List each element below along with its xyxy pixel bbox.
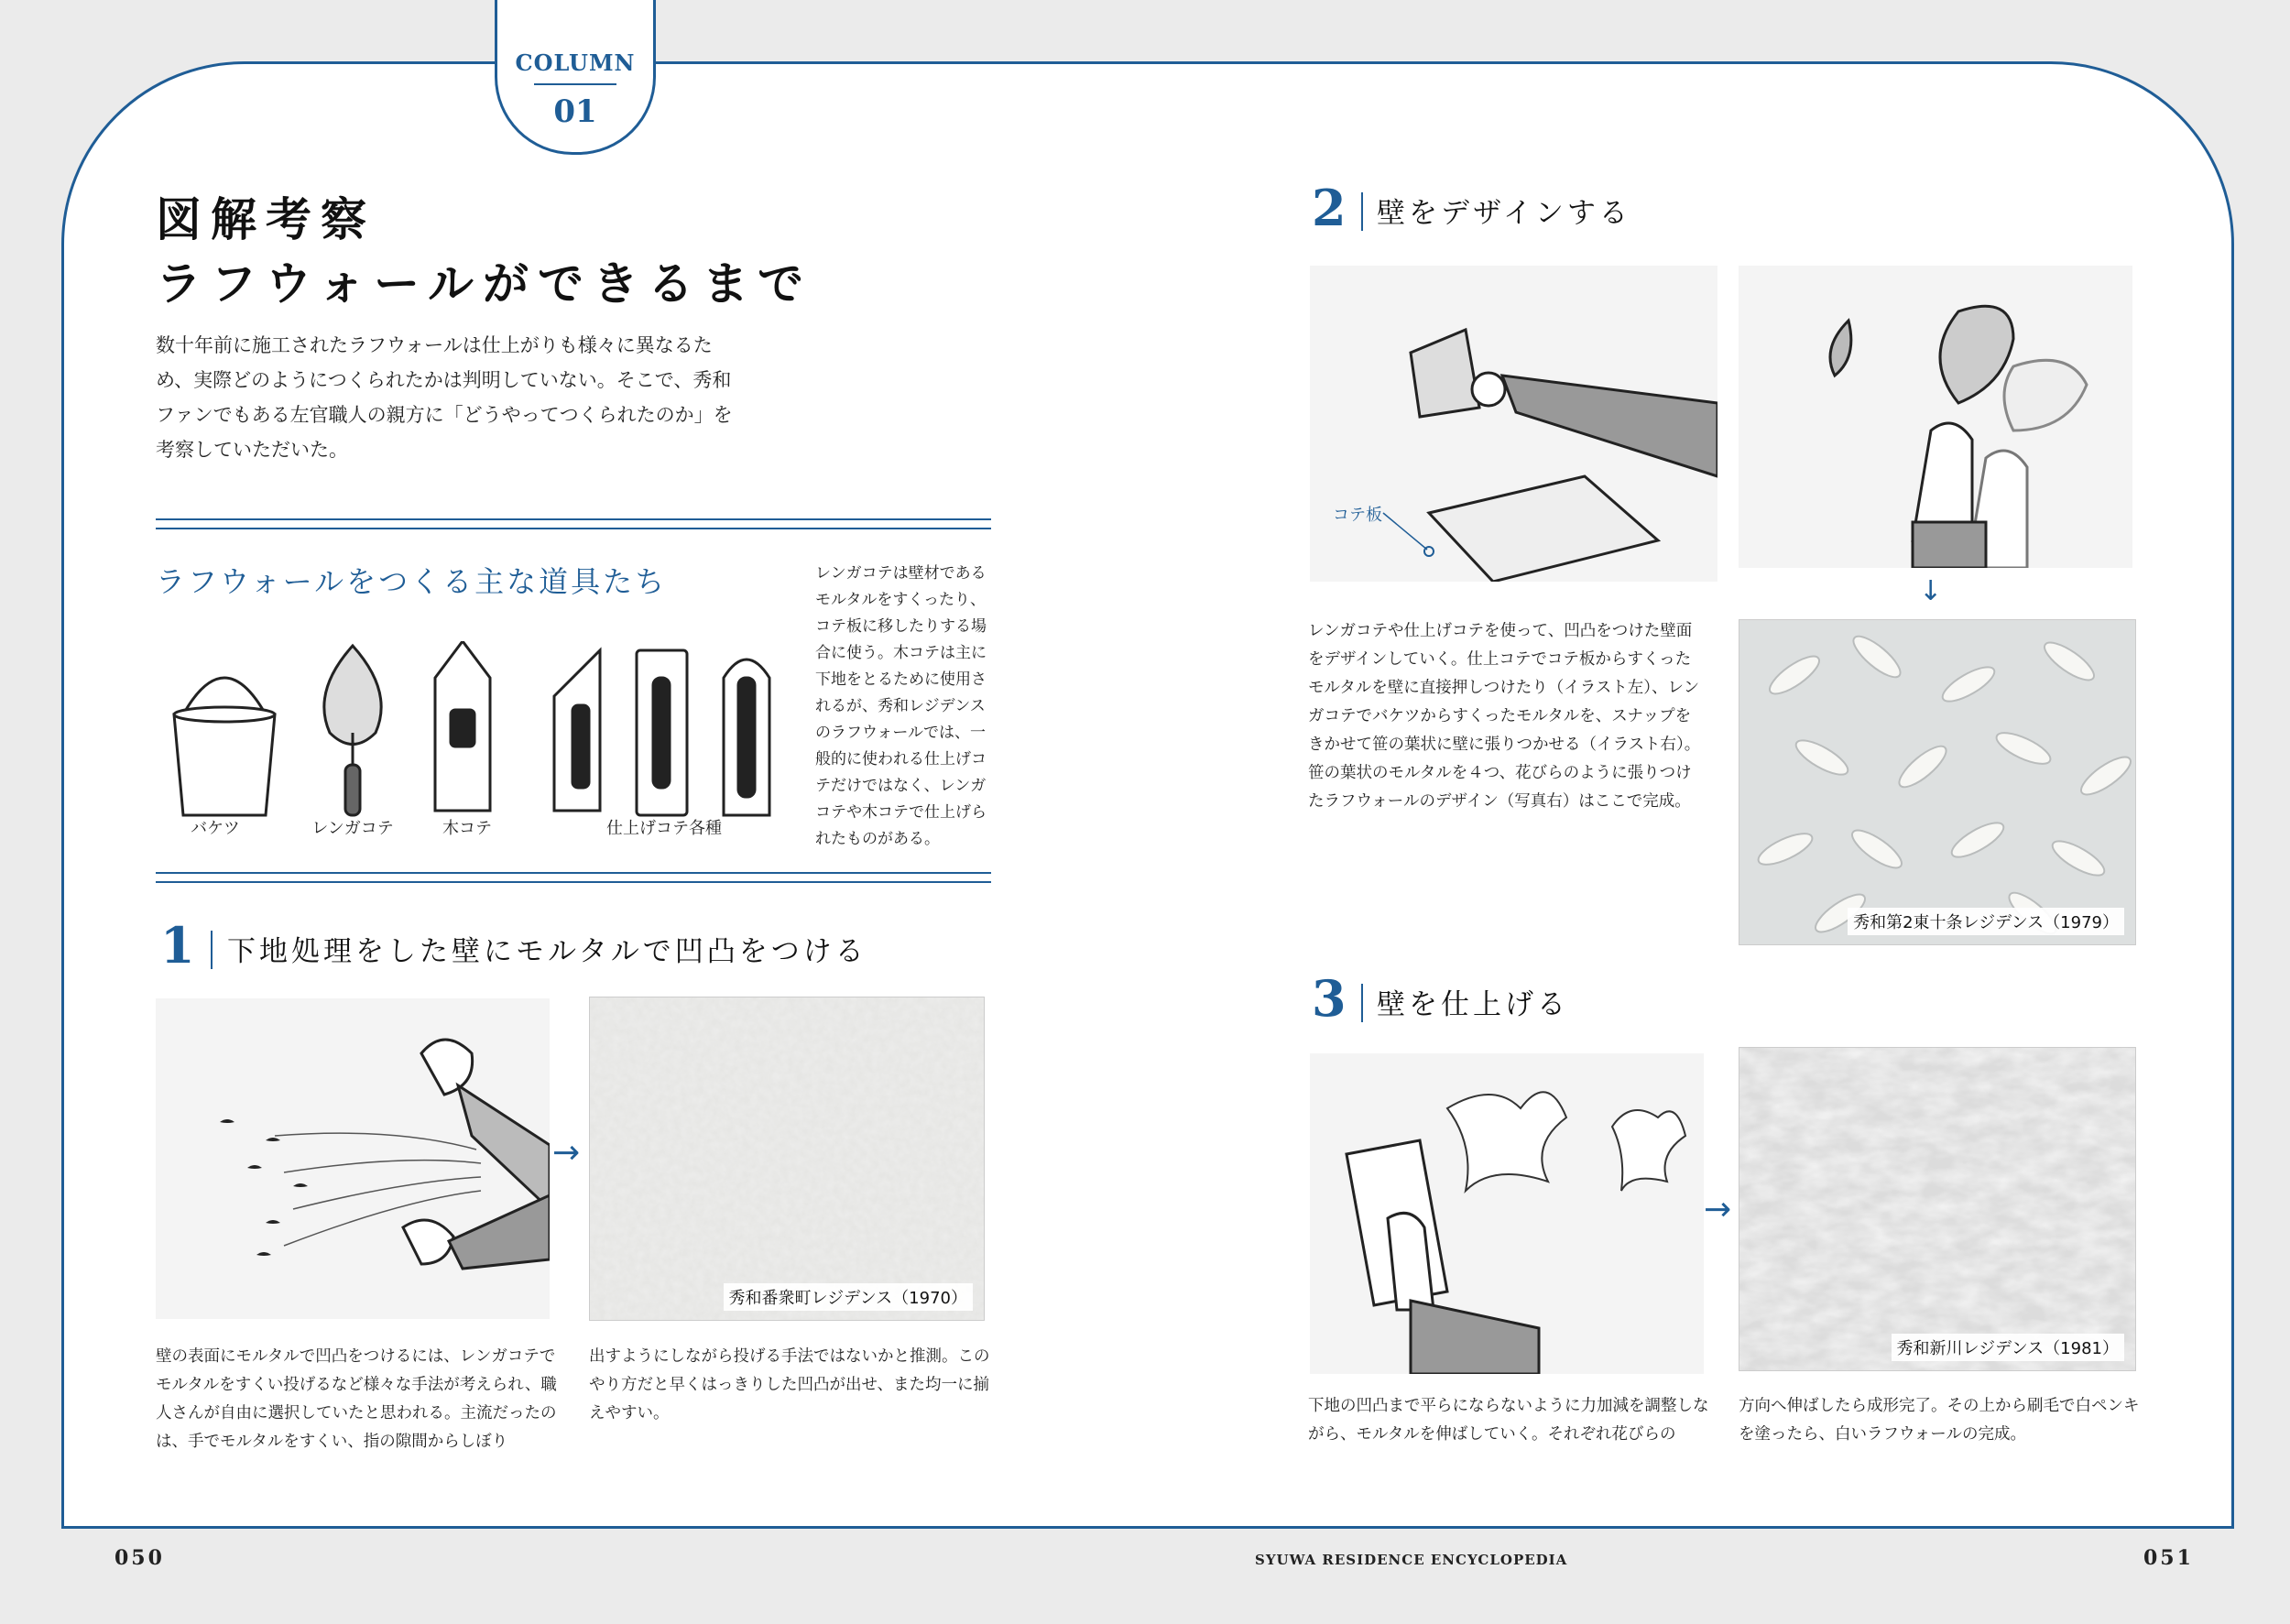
step1-illustration [156, 998, 550, 1319]
divider-bottom [156, 872, 991, 883]
tools-illustration [156, 641, 779, 824]
step3-heading: 壁を仕上げる [1377, 988, 1569, 1021]
step3-arrow: → [1704, 1191, 1732, 1228]
step3-text-a: 下地の凹凸まで平らにならないように力加減を調整しながら、モルタルを伸ばしていく。それぞれ花びらの [1308, 1397, 1709, 1444]
step2-illustration-right [1739, 266, 2132, 568]
step2-bar [1361, 192, 1363, 231]
step2-photo [1739, 619, 2136, 945]
column-tab [495, 0, 656, 155]
step1-heading: 下地処理をした壁にモルタルで凹凸をつける [227, 935, 867, 968]
tool-label-brick-trowel: レンガコテ [311, 819, 394, 838]
step1-caption: 秀和番衆町レジデンス（1970） [724, 1283, 973, 1311]
step1-photo [589, 997, 985, 1321]
finishing-trowels-illustration [554, 650, 769, 815]
tools-heading: ラフウォールをつくる主な道具たち [156, 564, 668, 599]
footer-title: SYUWA RESIDENCE ENCYCLOPEDIA [1255, 1552, 1568, 1568]
divider-top [156, 518, 991, 529]
tool-label-bucket: バケツ [191, 819, 240, 838]
step1-text-b: 出すようにしながら投げる手法ではないかと推測。このやり方だと早くはっきりした凹凸が出せ、また均一に揃えやすい。 [589, 1347, 990, 1422]
tool-label-finishing-trowels: 仕上げコテ各種 [606, 819, 722, 838]
step1-bar [211, 931, 213, 969]
step3-illustration [1310, 1053, 1704, 1374]
step1-arrow: → [552, 1134, 581, 1172]
wood-float-illustration [435, 641, 490, 811]
step2-caption: 秀和第2東十条レジデンス（1979） [1848, 908, 2124, 935]
column-label: COLUMN [515, 49, 636, 76]
page-title [156, 188, 812, 316]
step2-text: レンガコテや仕上げコテを使って、凹凸をつけた壁面をデザインしていく。仕上コテでコテ板からすくったモルタルを壁に直接押しつけたり（イラスト左）、レンガコテでバケツからすくったモルタルを、スナップをきかせて笹の葉状に壁に張りつかせる（イラスト右）。笹の葉状のモルタルを４つ、花びらのように張りつけたラフウォールのデザイン（写真右）はここで完成。 [1308, 622, 1701, 811]
footer-page-right: 051 [2143, 1546, 2194, 1570]
step2-photo-texture [1739, 620, 2135, 944]
step1-text-a: 壁の表面にモルタルで凹凸をつけるには、レンガコテでモルタルをすくい投げるなど様々な手法が考えられ、職人さんが自由に選択していたと思われる。主流だったのは、手でモルタルをすくい、指の隙間からしぼり [156, 1347, 557, 1451]
step3-number: 3 [1312, 969, 1347, 1028]
step2-illustration-left [1310, 266, 1718, 582]
step3-caption: 秀和新川レジデンス（1981） [1892, 1334, 2124, 1361]
column-divider [534, 83, 616, 85]
label-kote-board: コテ板 [1333, 506, 1382, 525]
brick-trowel-illustration [324, 646, 381, 815]
step1-number: 1 [160, 916, 195, 975]
intro-text: 数十年前に施工されたラフウォールは仕上がりも様々に異なるため、実際どのようにつくられたかは判明していない。そこで、秀和ファンでもある左官職人の親方に「どうやってつくられたのか」を考察していただいた。 [156, 334, 733, 461]
tools-note: レンガコテは壁材であるモルタルをすくったり、コテ板に移したりする場合に使う。木コテは主に下地をとるために使用されるが、秀和レジデンスのラフウォールでは、一般的に使われる仕上げコテだけではなく、レンガコテや木コテで仕上げられたものがある。 [815, 564, 987, 848]
tool-label-wood-float: 木コテ [442, 819, 492, 838]
step2-heading: 壁をデザインする [1377, 197, 1631, 230]
step2-number: 2 [1312, 179, 1347, 237]
step1-photo-texture [590, 997, 984, 1320]
title-line1: 図解考察 [156, 193, 376, 246]
column-number: 01 [553, 93, 597, 130]
bucket-illustration [174, 678, 275, 815]
step3-text-b: 方向へ伸ばしたら成形完了。その上から刷毛で白ペンキを塗ったら、白いラフウォールの完成。 [1739, 1397, 2140, 1444]
step3-photo [1739, 1047, 2136, 1371]
footer-page-left: 050 [114, 1546, 165, 1570]
step2-arrow-down: ↓ [1919, 575, 1943, 607]
step3-photo-texture [1739, 1048, 2135, 1370]
title-line2: ラフウォールができるまで [156, 257, 812, 311]
step3-bar [1361, 984, 1363, 1022]
